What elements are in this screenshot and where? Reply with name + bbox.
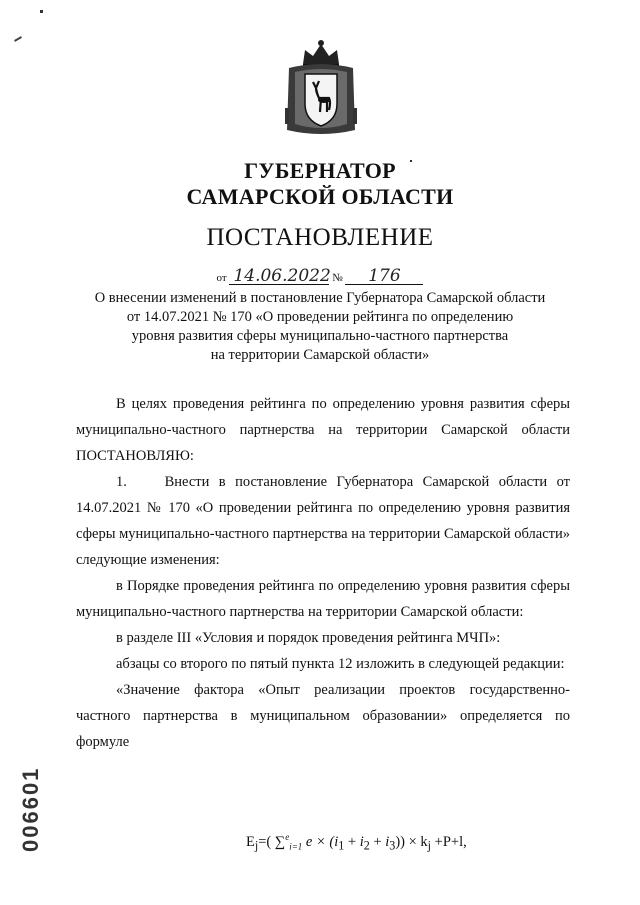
formula-i3: i [385,833,390,850]
paragraph-section: в разделе III «Условия и порядок проведения рейтинга МЧП»: [116,630,501,646]
formula-eq: =( [258,833,275,850]
document-date: 14.06.2022 [229,268,329,285]
formula-i3-sub: 3 [389,838,396,853]
formula-body: e × ( [302,833,335,850]
coat-of-arms-emblem [283,38,359,138]
formula-sum: ∑ [274,833,286,850]
date-prefix: от [216,272,227,284]
formula-plus: + [369,833,386,850]
formula [246,832,467,854]
subject-line: на территории Самарской области» [210,347,430,363]
document-type: ПОСТАНОВЛЕНИЕ [206,224,434,251]
paragraph-item-1: 1. Внести в постановление Губернатора Самарской области от 14.07.2021 № 170 «О проведении рейтинга по определению уровня развития сферы муниципально-частного партнерства на территории Самарской области» следующие изменения: [76,474,570,568]
side-serial-number: 006601 [18,766,43,852]
document-subject [60,289,580,365]
issuer-title-line1: ГУБЕРНАТОР [244,158,396,183]
formula-sum-top: e [285,832,290,842]
formula-tail-end: +P+l, [431,833,467,850]
number-prefix: № [332,272,343,284]
issuer-title-line2: САМАРСКОЙ ОБЛАСТИ [186,184,454,209]
formula-plus: + [344,833,360,850]
formula-i1: i [334,833,339,850]
paragraph-order: в Порядке проведения рейтинга по определению уровня развития сферы муниципально-частного партнерства на территории Самарской области: [76,578,570,620]
document-meta [0,268,640,285]
paragraph-abzats: абзацы со второго по пятый пункта 12 изложить в следующей редакции: [116,656,565,672]
paragraph-preamble: В целях проведения рейтинга по определению уровня развития сферы муниципально-частного партнерства на территории Самарской области ПОСТАНОВЛЯЮ: [76,396,570,464]
scan-mark [40,10,43,13]
subject-line: уровня развития сферы муниципально-частного партнерства [131,328,509,344]
formula-sum-bottom: i=1 [289,841,303,852]
formula-k-sub: j [427,838,432,853]
subject-line: от 14.07.2021 № 170 «О проведении рейтинга по определению [126,309,514,325]
body-text [76,391,570,755]
formula-tail: )) × k [395,833,428,850]
scan-mark [14,36,22,42]
formula-i2-sub: 2 [363,838,370,853]
formula-i1-sub: 1 [338,838,345,853]
formula-lhs-sub: j [254,838,259,853]
document-number: 176 [345,268,423,285]
subject-line: О внесении изменений в постановление Губернатора Самарской области [94,290,546,306]
formula-i2: i [359,833,364,850]
paragraph-factor: «Значение фактора «Опыт реализации проектов государственно-частного партнерства в муниципальном образовании» определяется по формуле [76,682,570,750]
formula-lhs: E [246,833,255,850]
